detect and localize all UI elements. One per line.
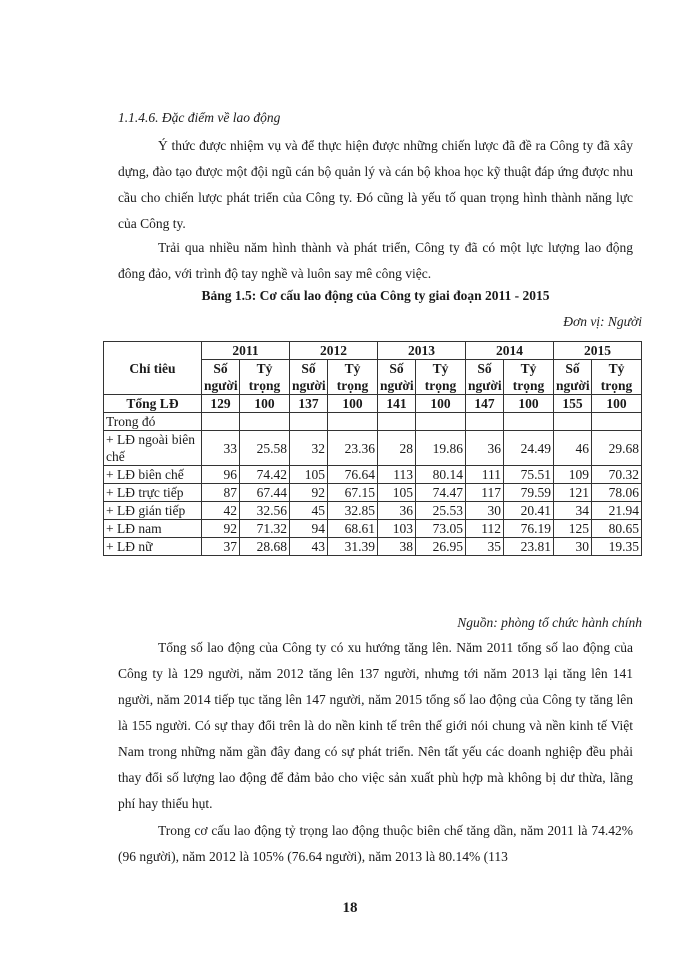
year-header: 2012 <box>290 342 378 360</box>
cell: 74.42 <box>240 466 290 484</box>
sub-header-ratio: Tỷ trọng <box>416 360 466 395</box>
cell: 23.81 <box>504 538 554 556</box>
sub-header-ratio: Tỷ trọng <box>240 360 290 395</box>
cell: 112 <box>466 520 504 538</box>
page-number: 18 <box>342 900 358 916</box>
cell: 25.53 <box>416 502 466 520</box>
year-header: 2015 <box>554 342 642 360</box>
cell: 35 <box>466 538 504 556</box>
cell: 28 <box>378 431 416 466</box>
cell: 70.32 <box>592 466 642 484</box>
table-row <box>104 538 642 556</box>
cell: 76.64 <box>328 466 378 484</box>
cell: 78.06 <box>592 484 642 502</box>
cell: 24.49 <box>504 431 554 466</box>
cell: 20.41 <box>504 502 554 520</box>
labor-structure-table <box>103 341 642 556</box>
cell: 46 <box>554 431 592 466</box>
cell: 28.68 <box>240 538 290 556</box>
sub-header-ratio: Tỷ trọng <box>504 360 554 395</box>
cell: 155 <box>554 395 592 413</box>
sub-header-count: Số người <box>378 360 416 395</box>
cell: 37 <box>202 538 240 556</box>
cell: 36 <box>378 502 416 520</box>
sub-header-ratio: Tỷ trọng <box>592 360 642 395</box>
cell: 30 <box>466 502 504 520</box>
year-header: 2013 <box>378 342 466 360</box>
cell: 30 <box>554 538 592 556</box>
cell: 25.58 <box>240 431 290 466</box>
cell: 125 <box>554 520 592 538</box>
cell: 100 <box>328 395 378 413</box>
cell: 32.56 <box>240 502 290 520</box>
cell: 80.14 <box>416 466 466 484</box>
cell: 33 <box>202 431 240 466</box>
cell: 32 <box>290 431 328 466</box>
cell: 105 <box>378 484 416 502</box>
cell: 96 <box>202 466 240 484</box>
cell: 129 <box>202 395 240 413</box>
row-label: Trong đó <box>104 413 202 431</box>
cell: 137 <box>290 395 328 413</box>
cell: 74.47 <box>416 484 466 502</box>
row-label: + LĐ gián tiếp <box>104 502 202 520</box>
table-row <box>104 484 642 502</box>
row-label: + LĐ nam <box>104 520 202 538</box>
cell: 45 <box>290 502 328 520</box>
cell: 100 <box>416 395 466 413</box>
cell: 31.39 <box>328 538 378 556</box>
cell: 80.65 <box>592 520 642 538</box>
cell: 75.51 <box>504 466 554 484</box>
cell: 92 <box>202 520 240 538</box>
cell: 19.35 <box>592 538 642 556</box>
cell: 111 <box>466 466 504 484</box>
year-header: 2014 <box>466 342 554 360</box>
table-year-header-row <box>104 342 642 360</box>
sub-header-ratio: Tỷ trọng <box>328 360 378 395</box>
cell: 76.19 <box>504 520 554 538</box>
row-label-header: Chỉ tiêu <box>104 342 202 395</box>
sub-header-count: Số người <box>202 360 240 395</box>
cell: 109 <box>554 466 592 484</box>
table-row <box>104 431 642 466</box>
cell: 26.95 <box>416 538 466 556</box>
cell: 105 <box>290 466 328 484</box>
intro-paragraph-1: Ý thức được nhiệm vụ và để thực hiện được những chiến lược đã đề ra Công ty đã xây dựng, đào tạo được một đội ngũ cán bộ quản lý và cán bộ khoa học kỹ thuật đáp ứng được nhu cầu cho chiến lược phát triển của Công ty. Đó cũng là yếu tố quan trọng hình thành năng lực của Công ty. <box>118 138 633 231</box>
cell: 103 <box>378 520 416 538</box>
cell: 100 <box>592 395 642 413</box>
table-source-note: Nguồn: phòng tổ chức hành chính <box>457 615 642 630</box>
intro-paragraph-2: Trải qua nhiều năm hình thành và phát triển, Công ty đã có một lực lượng lao động đông đảo, với trình độ tay nghề và luôn say mê công việc. <box>118 240 633 281</box>
table-row-of-which <box>104 413 642 431</box>
row-label: + LĐ nữ <box>104 538 202 556</box>
table-unit: Đơn vị: Người <box>563 314 642 329</box>
cell: 92 <box>290 484 328 502</box>
cell: 117 <box>466 484 504 502</box>
analysis-paragraph-1: Tổng số lao động của Công ty có xu hướng tăng lên. Năm 2011 tổng số lao động của Công ty là 129 người, năm 2012 tăng lên 137 người, nhưng tới năm 2013 lại tăng lên 141 người, năm 2014 tiếp tục tăng lên 147 người, năm 2015 tổng số lao động của Công ty tăng lên là 155 người. Có sự thay đổi trên là do nền kinh tế trên thế giới nói chung và nền kinh tế Việt Nam trong những năm gần đây đang có sự phát triển. Nên tất yếu các doanh nghiệp đều phải thay đổi số lượng lao động để đảm bảo cho việc sản xuất phù hợp mà không bị dư thừa, lãng phí hay thiếu hụt. <box>118 640 633 811</box>
cell: 29.68 <box>592 431 642 466</box>
section-heading: 1.1.4.6. Đặc điểm về lao động <box>118 110 281 125</box>
row-label: + LĐ ngoài biên chế <box>104 431 202 466</box>
cell: 38 <box>378 538 416 556</box>
cell: 121 <box>554 484 592 502</box>
cell: 34 <box>554 502 592 520</box>
cell: 87 <box>202 484 240 502</box>
year-header: 2011 <box>202 342 290 360</box>
table-title: Bảng 1.5: Cơ cấu lao động của Công ty giai đoạn 2011 - 2015 <box>201 288 550 303</box>
cell: 19.86 <box>416 431 466 466</box>
cell: 43 <box>290 538 328 556</box>
cell: 100 <box>504 395 554 413</box>
row-label: + LĐ trực tiếp <box>104 484 202 502</box>
cell: 67.44 <box>240 484 290 502</box>
analysis-paragraph-2: Trong cơ cấu lao động tỷ trọng lao động thuộc biên chế tăng dần, năm 2011 là 74.42% (96 người), năm 2012 là 105% (76.64 người), năm 2013 là 80.14% (113 <box>118 823 633 864</box>
row-label: Tổng LĐ <box>104 395 202 413</box>
cell: 100 <box>240 395 290 413</box>
cell: 21.94 <box>592 502 642 520</box>
cell: 36 <box>466 431 504 466</box>
cell: 32.85 <box>328 502 378 520</box>
sub-header-count: Số người <box>466 360 504 395</box>
table-row <box>104 466 642 484</box>
cell: 94 <box>290 520 328 538</box>
cell: 42 <box>202 502 240 520</box>
cell: 71.32 <box>240 520 290 538</box>
table-row <box>104 502 642 520</box>
sub-header-count: Số người <box>290 360 328 395</box>
cell: 147 <box>466 395 504 413</box>
sub-header-count: Số người <box>554 360 592 395</box>
cell: 141 <box>378 395 416 413</box>
row-label: + LĐ biên chế <box>104 466 202 484</box>
cell: 67.15 <box>328 484 378 502</box>
table-row-total <box>104 395 642 413</box>
cell: 73.05 <box>416 520 466 538</box>
cell: 68.61 <box>328 520 378 538</box>
table-row <box>104 520 642 538</box>
cell: 23.36 <box>328 431 378 466</box>
cell: 79.59 <box>504 484 554 502</box>
cell: 113 <box>378 466 416 484</box>
